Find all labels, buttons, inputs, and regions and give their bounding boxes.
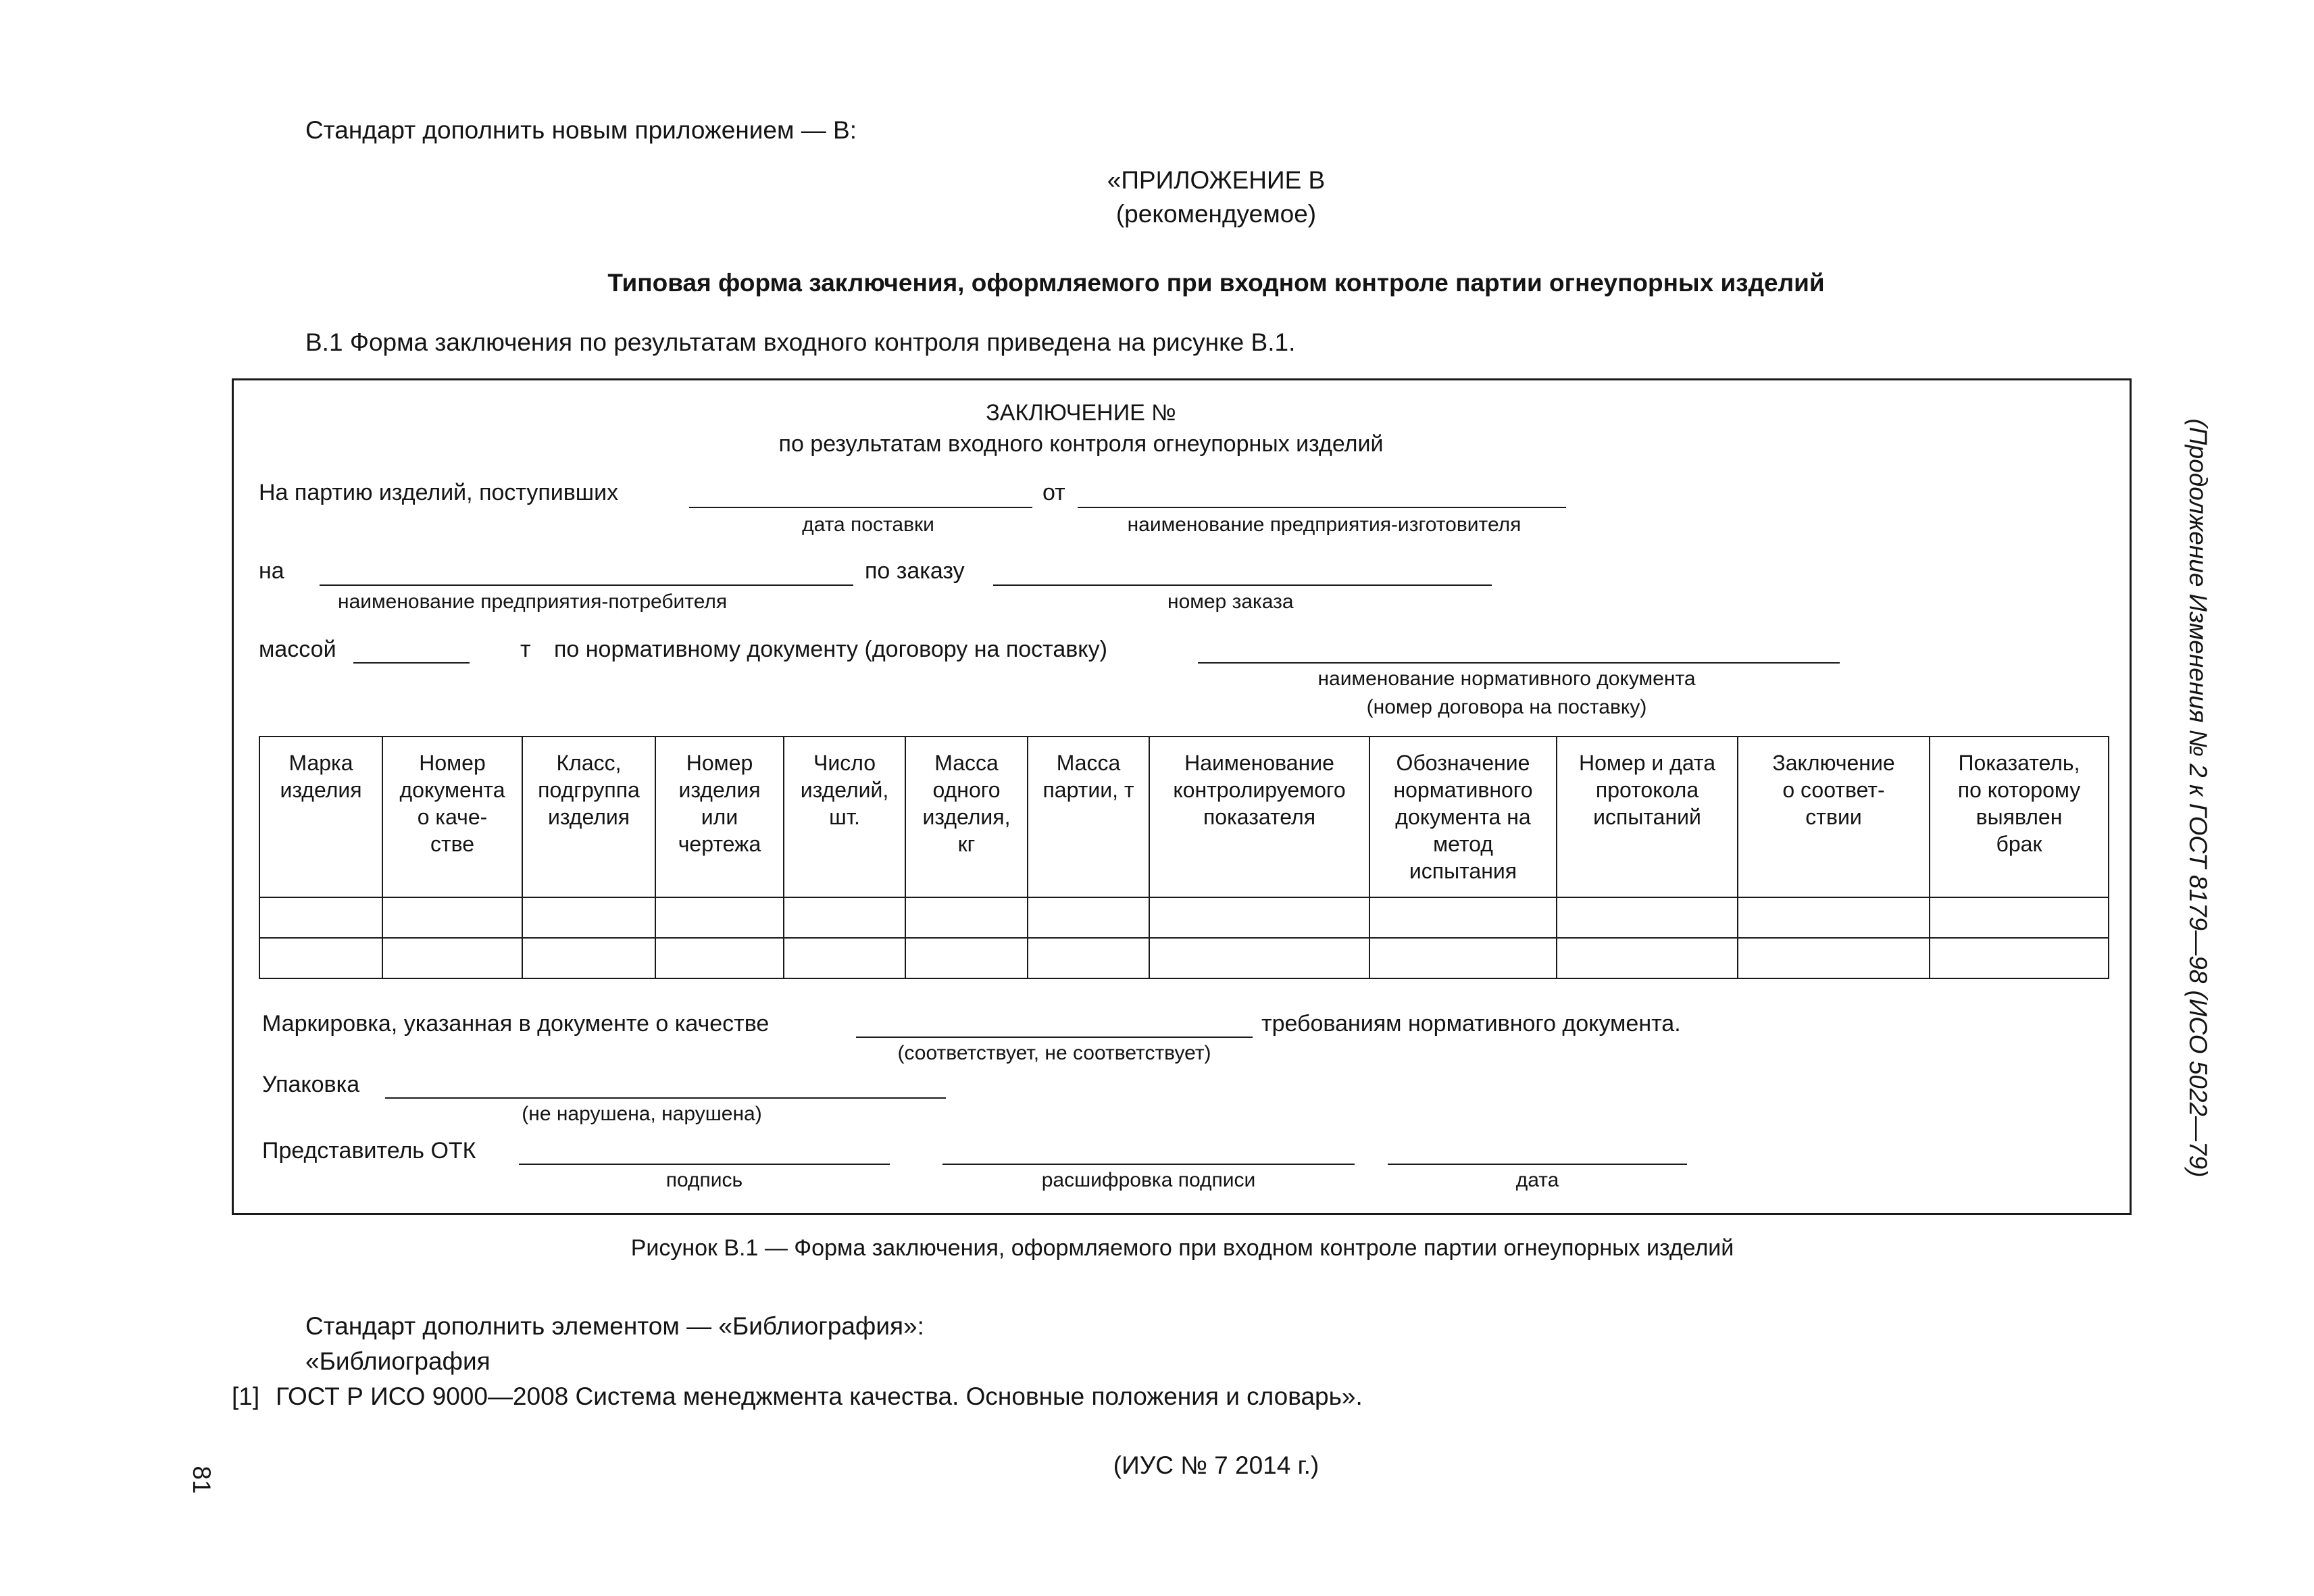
table-header-cell: Число изделий, шт.	[784, 737, 905, 897]
date-field[interactable]	[1388, 1164, 1687, 1165]
row3-caption1: наименование нормативного документа	[1317, 668, 1696, 690]
rep-caption-decoding: расшифровка подписи	[1041, 1169, 1256, 1191]
manufacturer-field[interactable]	[1078, 507, 1566, 508]
table-cell[interactable]	[522, 938, 655, 978]
delivery-date-field[interactable]	[689, 507, 1032, 508]
signature-decoding-field[interactable]	[942, 1164, 1355, 1165]
marking-label: Маркировка, указанная в документе о качестве	[262, 1011, 770, 1037]
table-header-cell: Марка изделия	[259, 737, 382, 897]
table-cell[interactable]	[1149, 938, 1369, 978]
row2-caption-order: номер заказа	[1167, 591, 1294, 613]
consumer-field[interactable]	[320, 584, 853, 586]
row2-order: по заказу	[865, 558, 965, 584]
rep-caption-signature: подпись	[665, 1169, 743, 1191]
table-header-row	[259, 737, 2109, 897]
inspection-table	[259, 736, 2109, 979]
table-cell[interactable]	[382, 938, 522, 978]
biblio-title: «Библиография	[305, 1347, 491, 1375]
table-cell[interactable]	[1930, 938, 2109, 978]
marking-tail: требованиям нормативного документа.	[1261, 1011, 1681, 1037]
intro-line: Стандарт дополнить новым приложением — В:	[305, 116, 857, 144]
appendix-paragraph: В.1 Форма заключения по результатам входного контроля приведена на рисунке В.1.	[305, 328, 1296, 356]
row2-label: на	[259, 558, 284, 584]
page-number: 81	[188, 1466, 216, 1494]
rep-label: Представитель ОТК	[262, 1138, 476, 1164]
table-cell[interactable]	[1028, 938, 1149, 978]
appendix-subtitle: (рекомендуемое)	[1115, 200, 1317, 228]
table-row	[259, 897, 2109, 938]
biblio-item-number: [1]	[232, 1382, 260, 1410]
appendix-title: «ПРИЛОЖЕНИЕ В	[1107, 166, 1326, 194]
row1-from: от	[1042, 480, 1065, 505]
table-row	[259, 938, 2109, 978]
table-cell[interactable]	[1557, 938, 1738, 978]
table-cell[interactable]	[1738, 897, 1930, 938]
normative-doc-field[interactable]	[1198, 662, 1840, 664]
table-cell[interactable]	[1149, 897, 1369, 938]
row1-label: На партию изделий, поступивших	[259, 480, 619, 505]
row3-caption2: (номер договора на поставку)	[1366, 696, 1647, 718]
signature-field[interactable]	[519, 1164, 890, 1165]
form-subtitle: по результатам входного контроля огнеупорных изделий	[778, 431, 1384, 457]
table-header-cell: Показатель, по которому выявлен брак	[1930, 737, 2109, 897]
table-cell[interactable]	[1738, 938, 1930, 978]
packing-label: Упаковка	[262, 1072, 360, 1097]
table-header-cell: Заключение о соответ- ствии	[1738, 737, 1930, 897]
table-header-cell: Номер документа о каче- стве	[382, 737, 522, 897]
packing-field[interactable]	[385, 1097, 946, 1099]
table-header-cell: Класс, подгруппа изделия	[522, 737, 655, 897]
table-cell[interactable]	[1930, 897, 2109, 938]
row3-label: массой	[259, 637, 336, 662]
biblio-intro: Стандарт дополнить элементом — «Библиография»:	[305, 1312, 924, 1340]
table-header-cell: Номер и дата протокола испытаний	[1557, 737, 1738, 897]
row1-caption-manufacturer: наименование предприятия-изготовителя	[1127, 514, 1521, 536]
table-cell[interactable]	[1557, 897, 1738, 938]
form-title: ЗАКЛЮЧЕНИЕ №	[986, 400, 1176, 426]
marking-caption: (соответствует, не соответствует)	[897, 1042, 1211, 1064]
row3-unit: т	[520, 637, 531, 662]
order-number-field[interactable]	[993, 584, 1492, 586]
table-cell[interactable]	[905, 938, 1028, 978]
mass-field[interactable]	[353, 662, 470, 664]
side-continuation-text: (Продолжение Изменения № 2 к ГОСТ 8179—98 (ИСО 5022—79)	[2184, 418, 2212, 1178]
table-cell[interactable]	[1028, 897, 1149, 938]
table-cell[interactable]	[382, 897, 522, 938]
marking-field[interactable]	[856, 1037, 1253, 1038]
table-header-cell: Обозначение нормативного документа на метод испытания	[1369, 737, 1557, 897]
figure-caption: Рисунок В.1 — Форма заключения, оформляемого при входном контроле партии огнеупорных изделий	[630, 1235, 1734, 1261]
biblio-item-text: ГОСТ Р ИСО 9000—2008 Система менеджмента качества. Основные положения и словарь».	[276, 1382, 1363, 1410]
row1-caption-date: дата поставки	[802, 514, 934, 536]
table-cell[interactable]	[259, 897, 382, 938]
row3-text: по нормативному документу (договору на поставку)	[554, 637, 1107, 662]
table-cell[interactable]	[1369, 897, 1557, 938]
table-cell[interactable]	[784, 897, 905, 938]
appendix-heading: Типовая форма заключения, оформляемого при входном контроле партии огнеупорных изделий	[607, 269, 1825, 297]
table-cell[interactable]	[259, 938, 382, 978]
table-cell[interactable]	[905, 897, 1028, 938]
table-cell[interactable]	[655, 938, 784, 978]
footer-ius: (ИУС № 7 2014 г.)	[1113, 1451, 1319, 1479]
table-header-cell: Масса одного изделия, кг	[905, 737, 1028, 897]
table-cell[interactable]	[522, 897, 655, 938]
table-header-cell: Масса партии, т	[1028, 737, 1149, 897]
row2-caption-consumer: наименование предприятия-потребителя	[338, 591, 728, 613]
rep-caption-date: дата	[1515, 1169, 1559, 1191]
table-header-cell: Номер изделия или чертежа	[655, 737, 784, 897]
table-cell[interactable]	[655, 897, 784, 938]
packing-caption: (не нарушена, нарушена)	[522, 1103, 762, 1125]
table-cell[interactable]	[1369, 938, 1557, 978]
table-header-cell: Наименование контролируемого показателя	[1149, 737, 1369, 897]
table-cell[interactable]	[784, 938, 905, 978]
